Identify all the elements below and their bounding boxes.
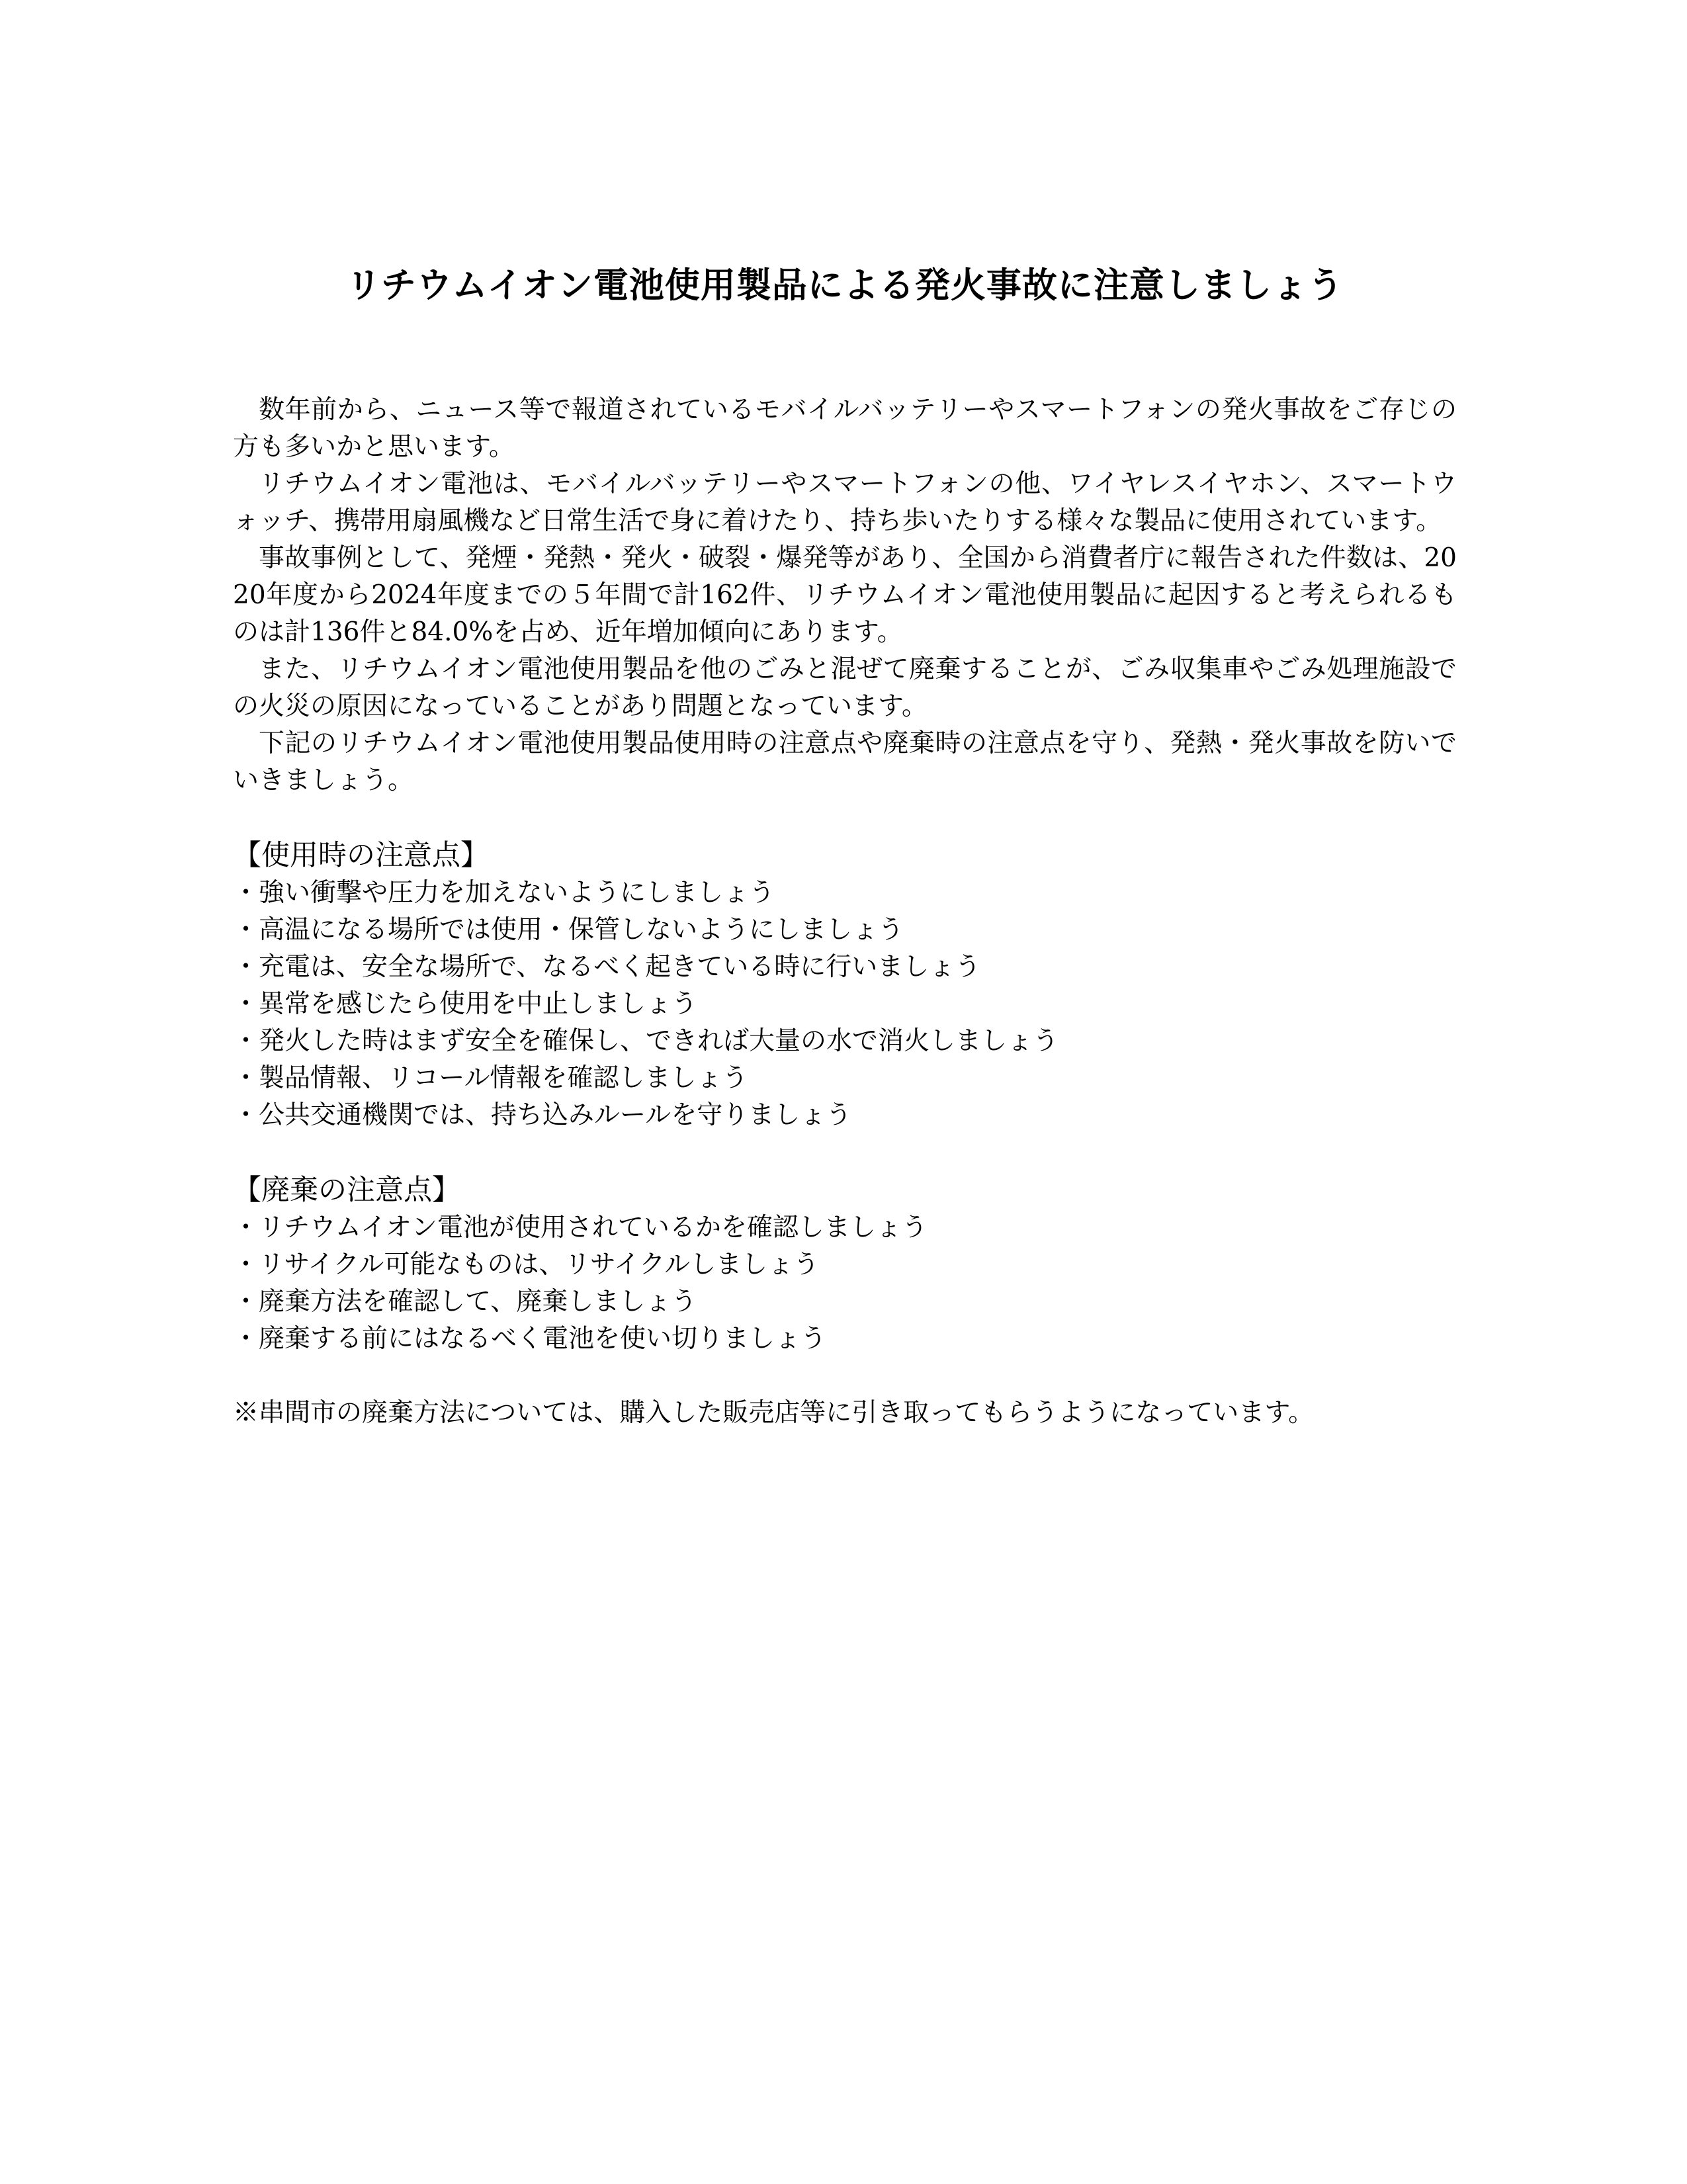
list-item: ・リサイクル可能なものは、リサイクルしましょう: [233, 1249, 820, 1280]
intro-paragraph: 事故事例として、発煙・発熱・発火・破裂・爆発等があり、全国から消費者庁に報告された件数は、2020年度から2024年度までの５年間で計162件、リチウムイオン電池使用製品に起因すると考えられるものは計136件と84.0%を占め、近年増加傾向にあります。: [233, 543, 1457, 647]
document-page: [233, 265, 1457, 1458]
intro-paragraph: 数年前から、ニュース等で報道されているモバイルバッテリーやスマートフォンの発火事故をご存じの方も多いかと思います。: [233, 394, 1457, 462]
disposal-precautions-heading: 【廃棄の注意点】: [233, 1173, 460, 1207]
list-item: ・製品情報、リコール情報を確認しましょう: [233, 1063, 748, 1093]
list-item: ・公共交通機関では、持ち込みルールを守りましょう: [233, 1100, 852, 1130]
list-item: ・異常を感じたら使用を中止しましょう: [233, 988, 698, 1019]
intro-paragraph: また、リチウムイオン電池使用製品を他のごみと混ぜて廃棄することが、ごみ収集車やごみ処理施設での火災の原因になっていることがあり問題となっています。: [233, 654, 1457, 721]
disposal-method-note: ※串間市の廃棄方法については、購入した販売店等に引き取ってもらうようになっています。: [233, 1397, 1315, 1428]
intro-text: [233, 392, 1457, 799]
document-title: リチウムイオン電池使用製品による発火事故に注意しましょう: [346, 265, 1344, 306]
list-item: ・高温になる場所では使用・保管しないようにしましょう: [233, 914, 904, 945]
list-item: ・リチウムイオン電池が使用されているかを確認しましょう: [233, 1212, 928, 1243]
list-item: ・廃棄する前にはなるべく電池を使い切りましょう: [233, 1323, 827, 1354]
intro-paragraph: リチウムイオン電池は、モバイルバッテリーやスマートフォンの他、ワイヤレスイヤホン、スマートウォッチ、携帯用扇風機など日常生活で身に着けたり、持ち歩いたりする様々な製品に使用されています。: [233, 468, 1457, 536]
usage-precautions-list: [233, 875, 1457, 1134]
list-item: ・発火した時はまず安全を確保し、できれば大量の水で消火しましょう: [233, 1026, 1059, 1056]
list-item: ・充電は、安全な場所で、なるべく起きている時に行いましょう: [233, 951, 981, 982]
usage-precautions-section: [233, 836, 1457, 1134]
list-item: ・廃棄方法を確認して、廃棄しましょう: [233, 1286, 697, 1317]
usage-precautions-heading: 【使用時の注意点】: [233, 838, 489, 872]
intro-paragraph: 下記のリチウムイオン電池使用製品使用時の注意点や廃棄時の注意点を守り、発熱・発火事故を防いでいきましょう。: [233, 728, 1457, 795]
disposal-precautions-list: [233, 1209, 1457, 1358]
disposal-precautions-section: [233, 1171, 1457, 1358]
list-item: ・強い衝撃や圧力を加えないようにしましょう: [233, 877, 775, 908]
